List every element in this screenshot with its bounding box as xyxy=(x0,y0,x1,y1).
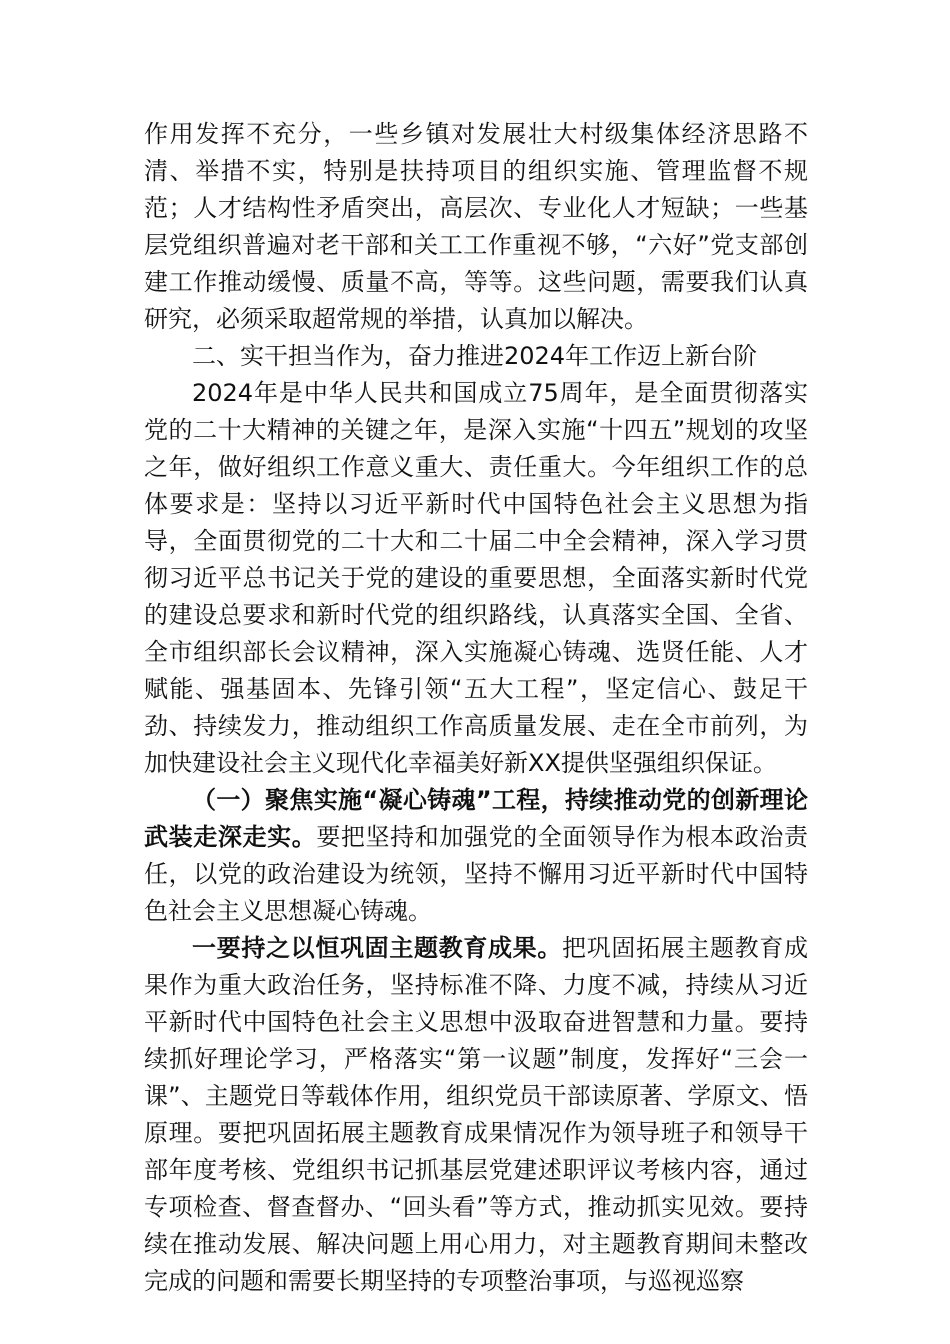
document-body xyxy=(144,116,808,1300)
subsection-one-heading: （一）聚焦实施“凝心铸魂”工程，持续推动党的创新理论武装走深走实。 xyxy=(144,786,808,851)
point-one-heading: 一要持之以恒巩固主题教育成果。 xyxy=(192,934,562,962)
point-one-text: 把巩固拓展主题教育成果作为重大政治任务，坚持标准不降、力度不减，持续从习近平新时代中国特色社会主义思想中汲取奋进智慧和力量。要持续抓好理论学习，严格落实“第一议题”制度，发挥好“三会一课”、主题党日等载体作用，组织党员干部读原著、学原文、悟原理。要把巩固拓展主题教育成果情况作为领导班子和领导干部年度考核、党组织书记抓基层党建述职评议考核内容，通过专项检查、督查督办、“回头看”等方式，推动抓实见效。要持续在推动发展、解决问题上用心用力，对主题教育期间未整改完成的问题和需要长期坚持的专项整治事项，与巡视巡察 xyxy=(144,934,808,1295)
paragraph-overall-requirements: 2024年是中华人民共和国成立75周年，是全面贯彻落实党的二十大精神的关键之年，是深入实施“十四五”规划的攻坚之年，做好组织工作意义重大、责任重大。今年组织工作的总体要求是：坚持以习近平新时代中国特色社会主义思想为指导，全面贯彻党的二十大和二十届二中全会精神，深入学习贯彻习近平总书记关于党的建设的重要思想，全面落实新时代党的建设总要求和新时代党的组织路线，认真落实全国、全省、全市组织部长会议精神，深入实施凝心铸魂、选贤任能、人才赋能、强基固本、先锋引领“五大工程”，坚定信心、鼓足干劲、持续发力，推动组织工作高质量发展、走在全市前列，为加快建设社会主义现代化幸福美好新XX提供坚强组织保证。 xyxy=(144,379,808,777)
subsection-one-text: 要把坚持和加强党的全面领导作为根本政治责任，以党的政治建设为统领，坚持不懈用习近平新时代中国特色社会主义思想凝心铸魂。 xyxy=(144,823,809,925)
paragraph-problems: 作用发挥不充分，一些乡镇对发展壮大村级集体经济思路不清、举措不实，特别是扶持项目的组织实施、管理监督不规范；人才结构性矛盾突出，高层次、专业化人才短缺；一些基层党组织普遍对老干部和关工工作重视不够，“六好”党支部创建工作推动缓慢、质量不高，等等。这些问题，需要我们认真研究，必须采取超常规的举措，认真加以解决。 xyxy=(144,120,808,333)
section-heading: 二、实干担当作为，奋力推进2024年工作迈上新台阶 xyxy=(192,342,758,370)
paragraph-point-one xyxy=(144,930,808,1300)
paragraph-subsection-one xyxy=(144,782,808,930)
